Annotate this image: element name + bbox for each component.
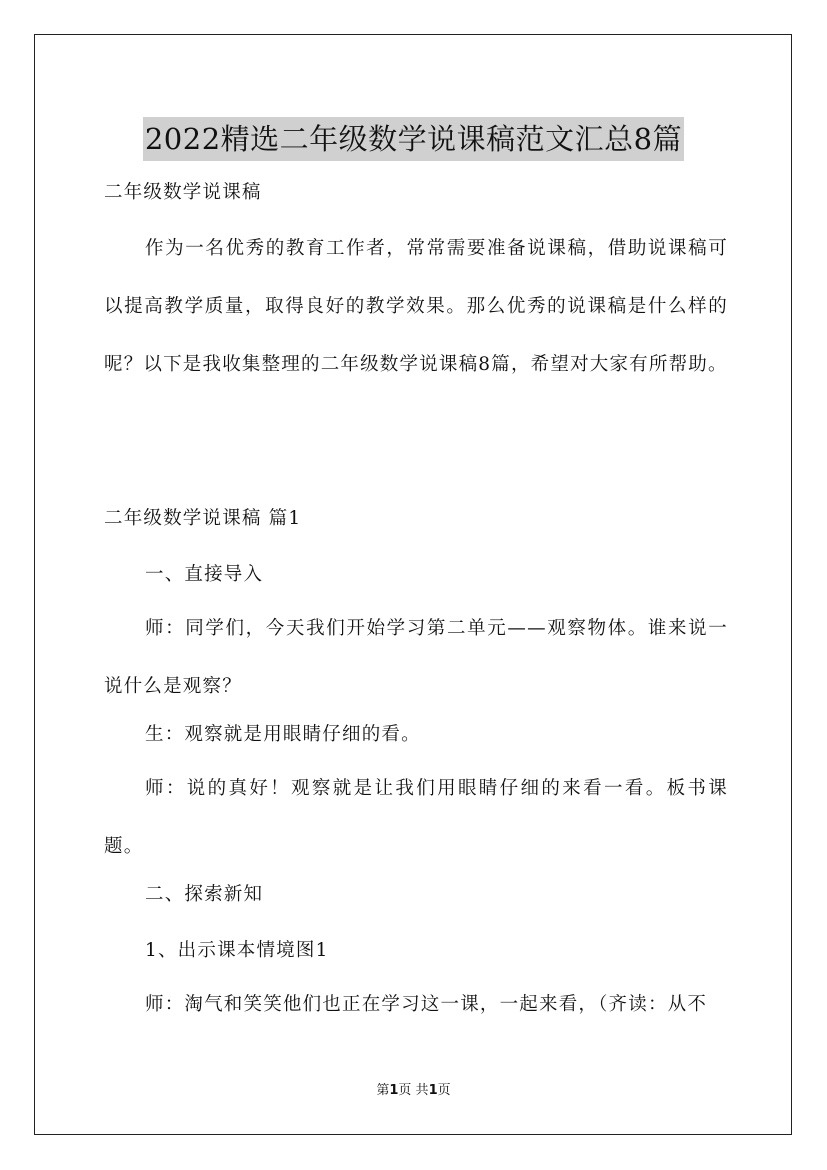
section-heading: 二年级数学说课稿 篇1 [104, 508, 302, 529]
item-1: 1、出示课本情境图1 [145, 940, 329, 961]
doc-heading: 二年级数学说课稿 [104, 182, 262, 203]
document-title: 2022精选二年级数学说课稿范文汇总8篇 [143, 117, 684, 161]
teacher-paragraph-3: 师：淘气和笑笑他们也正在学习这一课，一起来看，（齐读：从不 [145, 994, 708, 1015]
footer-page-total: 1 [428, 1083, 438, 1098]
footer-page-number: 1 [389, 1083, 399, 1098]
step1-heading: 一、直接导入 [145, 564, 264, 585]
footer-mid: 页 共 [398, 1083, 429, 1098]
footer-prefix: 第 [376, 1083, 390, 1098]
teacher-paragraph-2: 师：说的真好！观察就是让我们用眼睛仔细的来看一看。板书课题。 [104, 778, 728, 857]
footer-suffix: 页 [437, 1083, 451, 1098]
page-footer [0, 1081, 827, 1101]
teacher-paragraph-1: 师：同学们，今天我们开始学习第二单元——观察物体。谁来说一说什么是观察？ [104, 618, 728, 697]
intro-paragraph: 作为一名优秀的教育工作者，常常需要准备说课稿，借助说课稿可以提高教学质量，取得良好的教学效果。那么优秀的说课稿是什么样的呢？以下是我收集整理的二年级数学说课稿8篇，希望对大家有所帮助。 [104, 238, 728, 375]
step2-heading: 二、探索新知 [145, 884, 264, 905]
student-paragraph-1: 生：观察就是用眼睛仔细的看。 [145, 724, 421, 745]
